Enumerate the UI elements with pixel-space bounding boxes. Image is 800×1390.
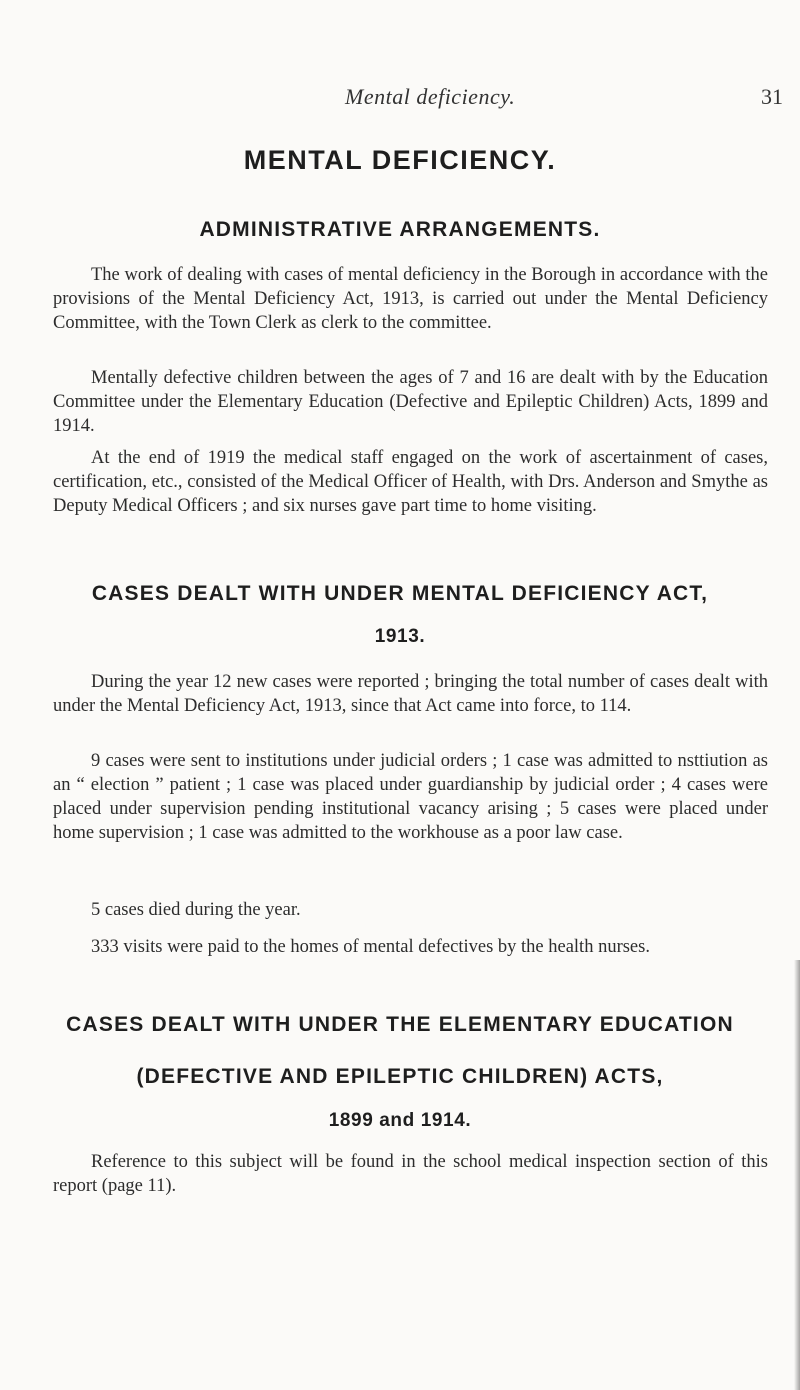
- scan-edge-shadow: [794, 960, 800, 1390]
- section-heading-elementary-education-line2: (DEFECTIVE AND EPILEPTIC CHILDREN) ACTS,: [136, 1065, 664, 1088]
- paragraph-administrative-2: Mentally defective children between the ages of 7 and 16 are dealt with by the Education Committee under the Elementary Education (Defective and Epileptic Children) Acts, 1899 and 1914.: [53, 368, 768, 436]
- section-heading-elementary-education: CASES DEALT WITH UNDER THE ELEMENTARY EDUCATION: [66, 1013, 734, 1036]
- section-heading-administrative: ADMINISTRATIVE ARRANGEMENTS.: [199, 218, 601, 241]
- paragraph-act-1: During the year 12 new cases were reported ; bringing the total number of cases dealt with under the Mental Deficiency Act, 1913, since that Act came into force, to 114.: [53, 672, 768, 716]
- section-heading-elementary-education-years: 1899 and 1914.: [328, 1110, 472, 1131]
- paragraph-act-3: 5 cases died during the year.: [91, 900, 301, 920]
- running-header: [0, 84, 800, 114]
- paragraph-administrative-3: At the end of 1919 the medical staff engaged on the work of ascertainment of cases, certification, etc., consisted of the Medical Officer of Health, with Drs. Anderson and Smythe as Deputy Medical Officers ; and six nurses gave part time to home visiting.: [53, 448, 768, 516]
- paragraph-administrative-1: The work of dealing with cases of mental deficiency in the Borough in accordance with the provisions of the Mental Deficiency Act, 1913, is carried out under the Mental Deficiency Committee, with the Town Clerk as clerk to the committee.: [53, 265, 768, 333]
- page-title: MENTAL DEFICIENCY.: [243, 145, 557, 175]
- paragraph-elementary-education-1: Reference to this subject will be found in the school medical inspection section of this report (page 11).: [53, 1152, 768, 1196]
- page-number: 31: [761, 84, 783, 109]
- paragraph-act-2: 9 cases were sent to institutions under judicial orders ; 1 case was admitted to nsttiution as an “ election ” patient ; 1 case was placed under guardianship by judicial order ; 4 cases were placed under supervision pending institutional vacancy arising ; 5 cases were placed under home supervision ; 1 case was admitted to the workhouse as a poor law case.: [53, 751, 768, 843]
- section-heading-mental-deficiency-act: CASES DEALT WITH UNDER MENTAL DEFICIENCY ACT,: [91, 582, 709, 605]
- paragraph-act-4: 333 visits were paid to the homes of mental defectives by the health nurses.: [91, 937, 650, 957]
- running-title: Mental deficiency.: [345, 84, 516, 109]
- section-heading-mental-deficiency-act-year: 1913.: [374, 626, 426, 647]
